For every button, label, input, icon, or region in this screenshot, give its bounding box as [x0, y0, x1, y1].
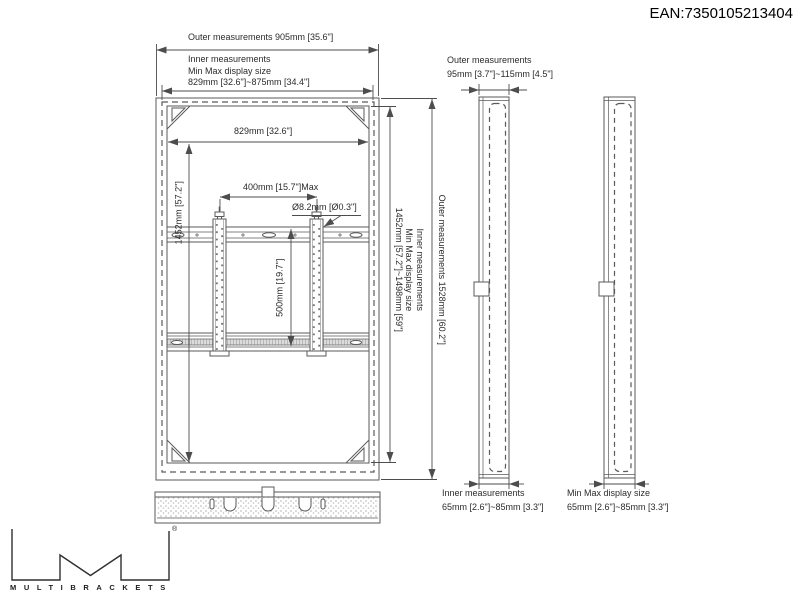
side-minmax-line-1: Min Max display size [567, 488, 651, 498]
registered-trademark-symbol: ® [172, 526, 178, 533]
bottom-bar-view [155, 487, 380, 523]
inner-width-label-block [188, 54, 310, 89]
inner-width-line-1: Inner measurements [188, 54, 271, 64]
ean-code: EAN:7350105213404 [649, 5, 793, 22]
dim-inner-width-label: 829mm [32.6"] [234, 126, 293, 136]
dim-vesa-width-label: 400mm [15.7"]Max [243, 182, 319, 192]
side-minmax-depth-block [567, 487, 669, 514]
corner-gussets [167, 106, 369, 463]
side-view-right-column [599, 97, 635, 478]
multibrackets-wordmark: MULTIBRACKETS [10, 583, 173, 592]
dim-hole-diameter-label: Ø8.2mm [Ø0.3"] [292, 202, 357, 212]
right-inner-line-3: 1452mm [57.2"]~1498mm [59"] [393, 207, 404, 332]
side-outer-line-1: Outer measurements [447, 55, 532, 65]
side-minmax-line-2: 65mm [2.6"]~85mm [3.3"] [567, 501, 669, 512]
outer-width-label: Outer measurements 905mm [35.6"] [188, 32, 334, 42]
side-outer-line-2: 95mm [3.7"]~115mm [4.5"] [447, 68, 554, 79]
right-inner-line-1: Inner measurements [414, 228, 425, 312]
right-inner-height-block [393, 185, 425, 355]
right-outer-height-label: Outer measurements 1528mm [60.2"] [436, 194, 447, 345]
lower-cross-band [167, 333, 369, 351]
dim-vesa-height-label: 500mm [19.7"] [274, 258, 285, 317]
upper-cross-band [167, 227, 369, 242]
vesa-rail-left [210, 207, 229, 357]
side-inner-depth-block [442, 487, 544, 514]
inner-width-line-3: 829mm [32.6"]~875mm [34.4"] [188, 77, 310, 87]
vesa-rail-right [307, 207, 326, 357]
multibrackets-logo-mark [12, 529, 169, 580]
side-inner-line-1: Inner measurements [442, 488, 525, 498]
right-inner-line-2: Min Max display size [404, 228, 415, 312]
side-inner-line-2: 65mm [2.6"]~85mm [3.3"] [442, 501, 544, 512]
side-outer-depth-block [447, 54, 553, 81]
dim-inner-height-label: 1452mm [57.2"] [173, 181, 184, 245]
side-view-left-column [474, 97, 509, 478]
inner-width-line-2: Min Max display size [188, 65, 272, 76]
